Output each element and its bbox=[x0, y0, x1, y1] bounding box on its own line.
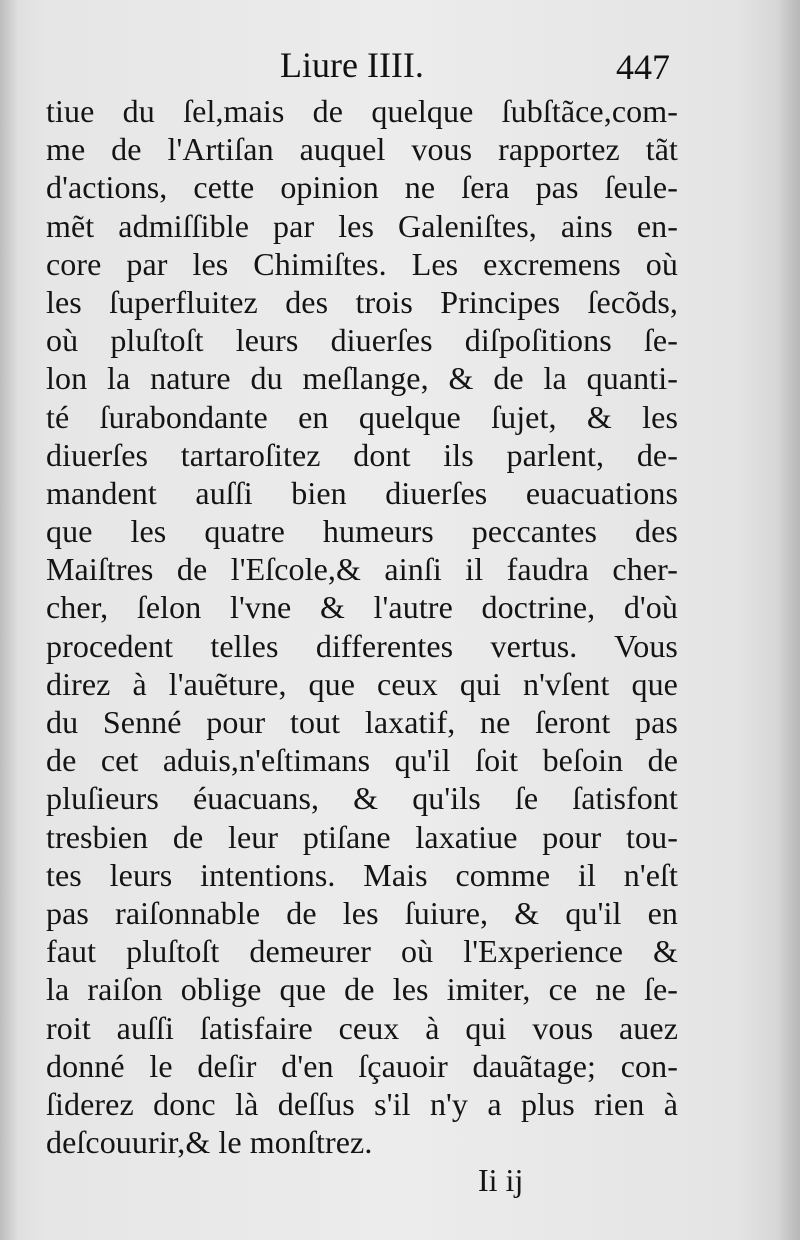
page-number: 447 bbox=[616, 47, 670, 87]
text-line: du Senné pour tout laxatif, ne ſeront pas bbox=[46, 704, 678, 740]
text-line: que les quatre humeurs peccantes des bbox=[46, 513, 678, 550]
text-line: tresbien de leur ptiſane laxatiue pour tou- bbox=[46, 818, 678, 855]
text-line: pas raiſonnable de les ſuiure, & qu'il en bbox=[46, 894, 678, 931]
text-line: les ſuperfluitez des trois Principes ſecõds, bbox=[46, 283, 678, 320]
body-text bbox=[46, 92, 678, 1161]
text-line: faut pluſtoſt demeurer où l'Experience & bbox=[46, 933, 678, 970]
text-line: mẽt admiſſible par les Galeniſtes, ains en- bbox=[46, 207, 678, 244]
text-line: lon la nature du meſlange, & de la quanti- bbox=[46, 360, 678, 397]
running-title: Liure IIII. bbox=[280, 45, 424, 85]
text-line: la raiſon oblige que de les imiter, ce ne ſe- bbox=[46, 971, 678, 1008]
text-line: tes leurs intentions. Mais comme il n'eſt bbox=[46, 856, 678, 893]
text-line: Maiſtres de l'Eſcole,& ainſi il faudra cher- bbox=[46, 551, 678, 588]
text-line: té ſurabondante en quelque ſujet, & les bbox=[46, 398, 678, 435]
text-line: ſiderez donc là deſſus s'il n'y a plus rien à bbox=[46, 1085, 678, 1122]
text-line: pluſieurs éuacuans, & qu'ils ſe ſatisfont bbox=[46, 780, 678, 817]
text-line: où pluſtoſt leurs diuerſes diſpoſitions ſe- bbox=[46, 322, 678, 359]
text-line: donné le deſir d'en ſçauoir dauãtage; con- bbox=[46, 1047, 678, 1084]
text-line: deſcouurir,& le monſtrez. bbox=[46, 1124, 373, 1161]
text-line: roit auſſi ſatisfaire ceux à qui vous auez bbox=[46, 1009, 678, 1046]
text-line: de cet aduis,n'eſtimans qu'il ſoit beſoin de bbox=[46, 742, 678, 779]
text-line: mandent auſſi bien diuerſes euacuations bbox=[46, 474, 678, 511]
text-line: cher, ſelon l'vne & l'autre doctrine, d'où bbox=[46, 589, 678, 626]
text-line: tiue du ſel,mais de quelque ſubſtãce,com- bbox=[46, 93, 678, 129]
text-line: core par les Chimiſtes. Les excremens où bbox=[46, 245, 678, 282]
text-line: d'actions, cette opinion ne ſera pas ſeule- bbox=[46, 169, 678, 206]
text-line: me de l'Artiſan auquel vous rapportez tãt bbox=[46, 131, 678, 168]
text-line: diuerſes tartaroſitez dont ils parlent, de- bbox=[46, 436, 678, 473]
text-line: procedent telles differentes vertus. Vous bbox=[46, 627, 678, 664]
text-line: direz à l'auẽture, que ceux qui n'vſent que bbox=[46, 665, 678, 702]
page-header bbox=[48, 44, 678, 88]
signature-mark: Ii ij bbox=[478, 1162, 524, 1198]
